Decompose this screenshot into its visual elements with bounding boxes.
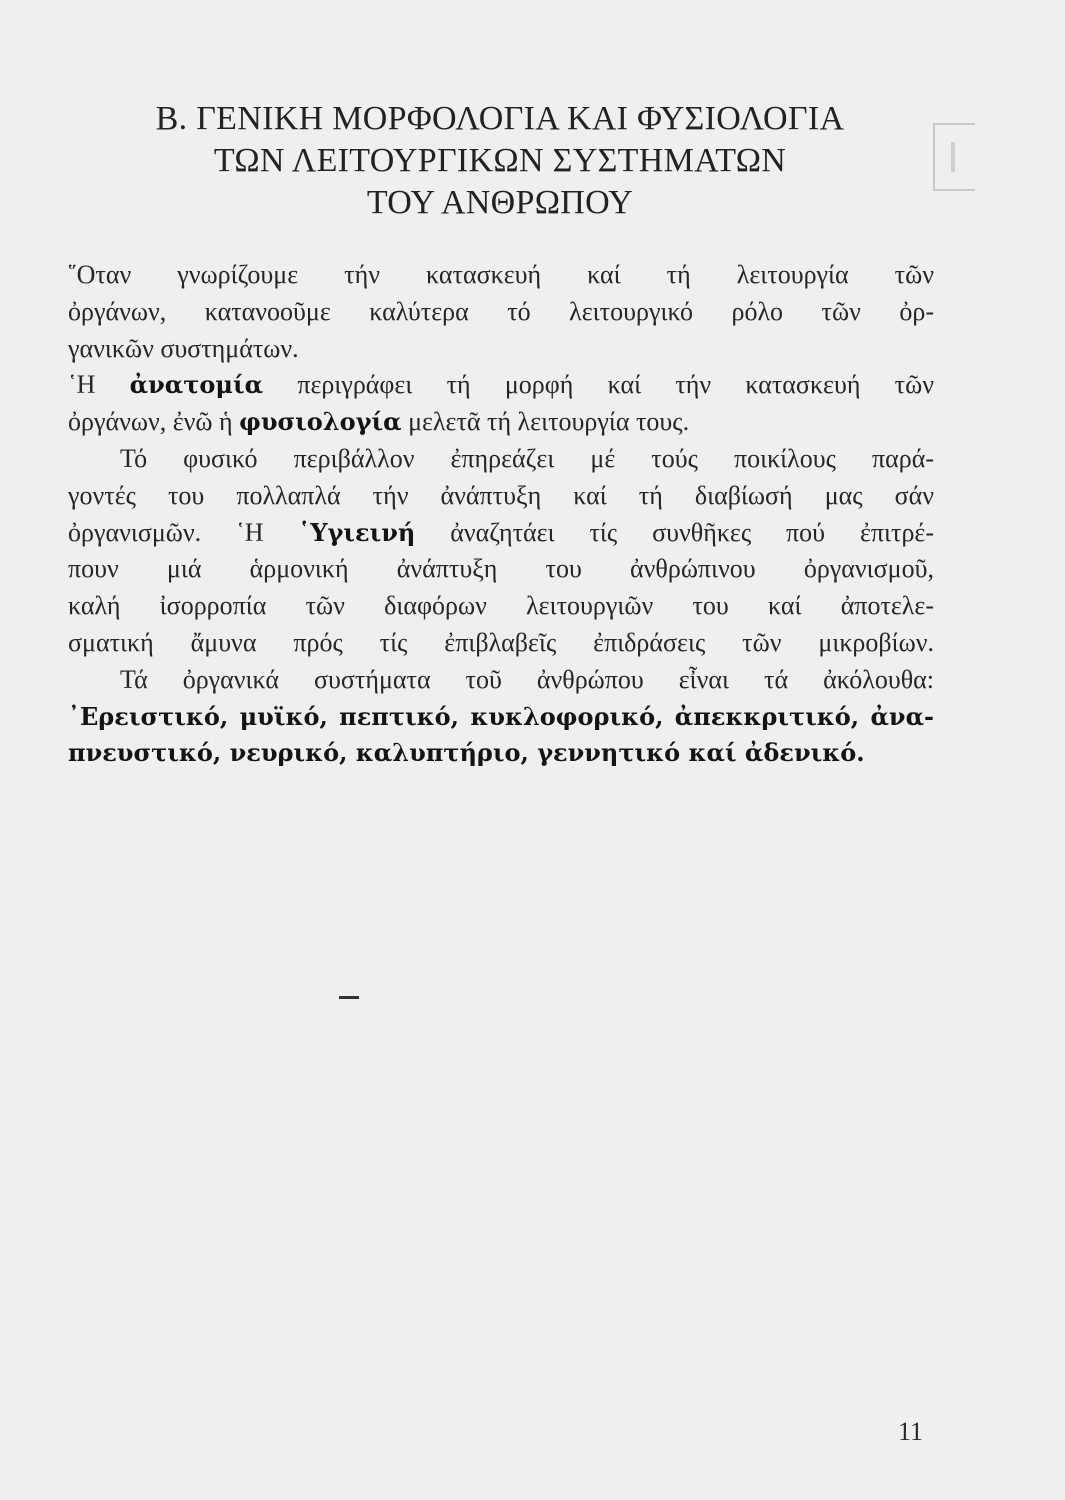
heading-line-2: ΤΩΝ ΛΕΙΤΟΥΡΓΙΚΩΝ ΣΥΣΤΗΜΑΤΩΝ [213,142,787,179]
paragraph-3-line-5: καλή ἰσορροπία τῶν διαφόρων λειτουργιῶν του καί ἀποτελε- [68,591,934,621]
paragraph-1-line-3: γανικῶν συστημάτων. [68,333,299,363]
chapter-heading [60,98,940,224]
body-text [68,257,934,772]
term-anatomy: ἀνατομία [129,370,264,400]
systems-list [68,699,934,773]
text-span: ὀργανισμῶν. ῾Η [68,517,299,547]
paragraph-3-line-1: Τό φυσικό περιβάλλον ἐπηρεάζει μέ τούς ποικίλους παρά- [120,443,934,473]
term-physiology: φυσιολογία [239,407,402,437]
paragraph-3-line-4: πουν μιά ἁρμονική ἀνάπτυξη του ἀνθρώπινου ὀργανισμοῦ, [68,554,934,584]
paragraph-2-line-2 [68,404,934,441]
heading-line-3: ΤΟΥ ΑΝΘΡΩΠΟΥ [366,184,634,221]
systems-list-line-2: πνευστικό, νευρικό, καλυπτήριο, γεννητικό καί ἀδενικό. [68,738,865,768]
paragraph-2-line-1 [68,367,934,404]
term-hygiene: ῾Υγιεινή [298,517,416,547]
paragraph-4-line-1: Τά ὀργανικά συστήματα τοῦ ἀνθρώπου εἶναι τά ἀκόλουθα: [120,664,934,694]
text-span: ἀναζητάει τίς συνθῆκες πού ἐπιτρέ- [415,517,934,547]
heading-line-1: Β. ΓΕΝΙΚΗ ΜΟΡΦΟΛΟΓΙΑ ΚΑΙ ΦΥΣΙΟΛΟΓΙΑ [155,100,845,137]
paragraph-1-line-1: ῞Οταν γνωρίζουμε τήν κατασκευή καί τή λειτουργία τῶν [68,260,934,289]
page-number: 11 [898,1417,924,1446]
paragraph-3-line-3 [68,515,934,552]
text-span: μελετᾶ τή λειτουργία τους. [401,407,690,437]
stray-dash-mark [339,996,359,999]
text-span: περιγράφει τή μορφή καί τήν κατασκευή τῶν [263,370,934,400]
text-span: ὀργάνων, ἐνῶ ἡ [68,407,240,437]
systems-list-line-1: ᾿Ερειστικό, μυϊκό, πεπτικό, κυκλοφορικό, ἀπεκκριτικό, ἀνα- [68,701,934,731]
text-span: ῾Η [68,370,130,400]
paragraph-3-line-6: σματική ἄμυνα πρός τίς ἐπιβλαβεῖς ἐπιδράσεις τῶν μικροβίων. [68,627,934,657]
chapter-tab-notch [951,142,955,172]
paragraph-3-line-2: γοντές του πολλαπλά τήν ἀνάπτυξη καί τή διαβίωσή μας σάν [68,480,934,510]
paragraph-1-line-2: ὀργάνων, κατανοοῦμε καλύτερα τό λειτουργικό ρόλο τῶν ὀρ- [68,296,934,326]
